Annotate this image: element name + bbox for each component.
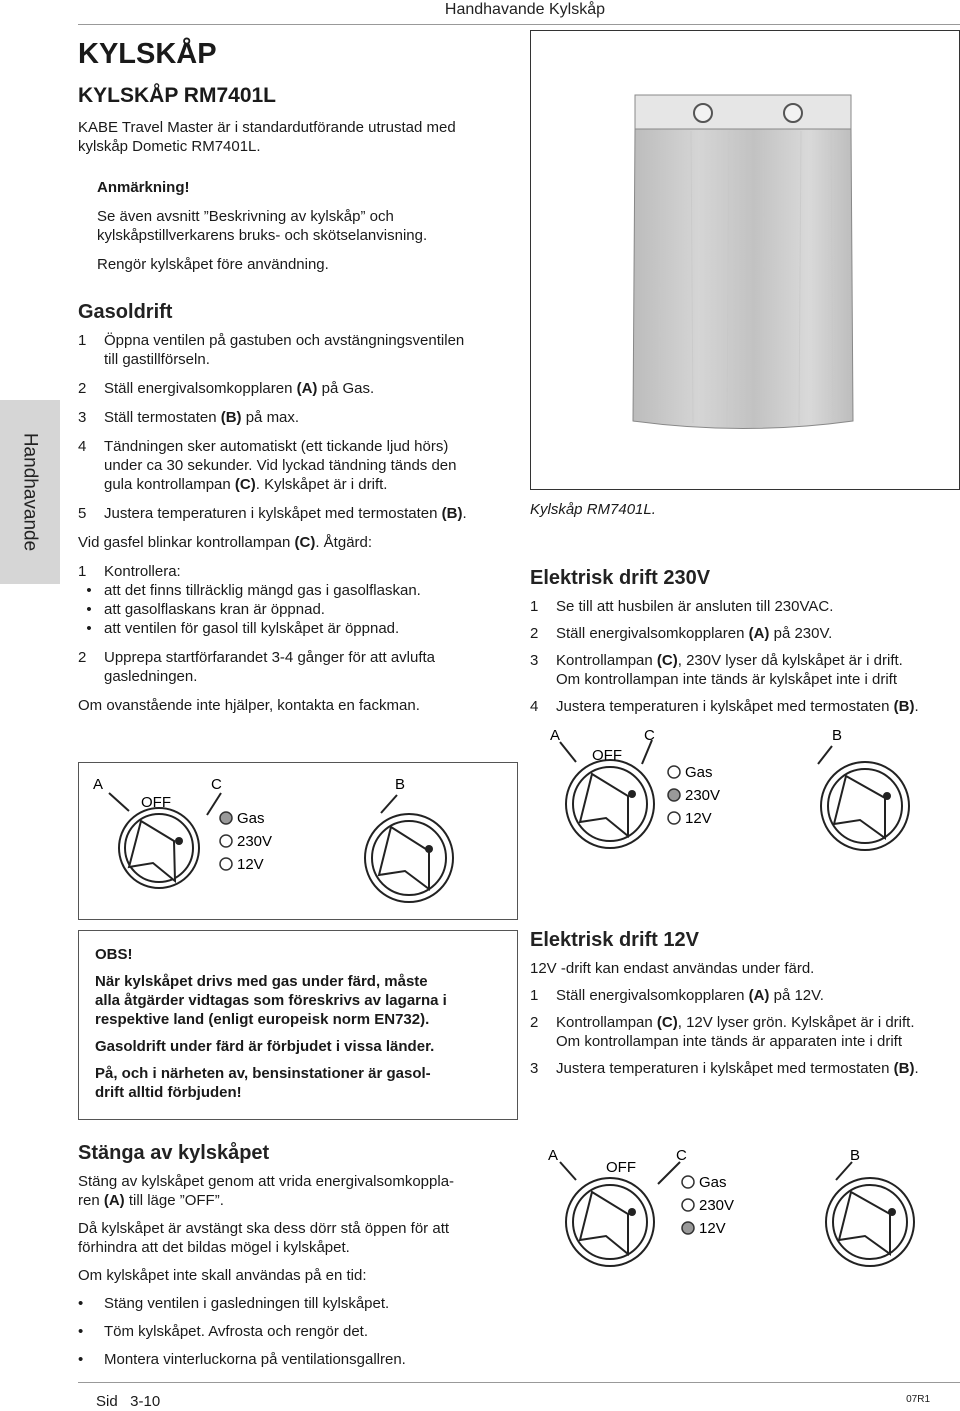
- gas-step-3: 3 Ställ termostaten (B) på max.: [78, 409, 300, 426]
- stop-text: [78, 1172, 518, 1369]
- side-tab-label: Handhavande: [19, 432, 41, 552]
- el12-step-2: 2 Kontrollampan (C), 12V lyser grön. Kylskåpet är i drift. Om kontrollampan inte tänds är apparaten inte i drift: [530, 1014, 915, 1050]
- el12-step-3: 3 Justera temperaturen i kylskåpet med termostaten (B).: [530, 1060, 919, 1077]
- label-c: C: [211, 776, 222, 793]
- header-rule: [78, 24, 960, 25]
- lamp-12v-icon: [682, 1222, 694, 1234]
- el12-steps: [530, 959, 960, 1078]
- label-12v: 12V: [237, 856, 264, 873]
- gas-step-2: 2 Ställ energivalsomkopplaren (A) på Gas.: [78, 380, 375, 397]
- label-off: OFF: [141, 794, 171, 811]
- el12-step-1: 1 Ställ energivalsomkopplaren (A) på 12V.: [530, 987, 824, 1004]
- obs-warning-box: [78, 930, 518, 1120]
- fridge-door: [633, 129, 853, 429]
- control-panel-diagram-230v: [530, 724, 960, 874]
- svg-text:12V: 12V: [685, 810, 712, 827]
- obs-title: OBS!: [95, 946, 133, 963]
- label-b: B: [395, 776, 406, 793]
- gas-bullet: • att det finns tillräcklig mängd gas i gasolflaskan.: [78, 582, 421, 599]
- page-subtitle: KYLSKÅP RM7401L: [78, 84, 277, 107]
- gas-fix-2: 2 Upprepa startförfarandet 3-4 gånger för att avlufta gasledningen.: [78, 649, 436, 685]
- gas-bullet: • att gasolflaskans kran är öppnad.: [78, 601, 325, 618]
- panel-knob-a: [694, 104, 712, 122]
- obs-paragraph-1: När kylskåpet drivs med gas under färd, måste alla åtgärder vidtagas som föreskrivs av lagarna i respektive land (enligt europeisk norm EN732).: [95, 973, 447, 1028]
- fridge-illustration: [531, 31, 959, 489]
- stop-bullet: • Töm kylskåpet. Avfrosta och rengör det.: [78, 1323, 369, 1340]
- el12-intro: 12V -drift kan endast användas under färd.: [530, 960, 815, 977]
- document-code: 07R1: [906, 1394, 930, 1405]
- label-gas: Gas: [237, 810, 265, 827]
- svg-text:C: C: [644, 727, 655, 744]
- stop-bullet: • Montera vinterluckorna på ventilationsgallren.: [78, 1351, 406, 1368]
- lamp-12v-icon: [668, 812, 680, 824]
- svg-text:B: B: [832, 727, 843, 744]
- fridge-photo: [530, 30, 960, 490]
- gas-step-4: 4 Tändningen sker automatiskt (ett tickande ljud hörs) under ca 30 sekunder. Vid lyckad tändning tänds den gula kontrollampan (C). Kylskåpet är i drift.: [78, 438, 457, 493]
- fridge-caption: Kylskåp RM7401L.: [530, 501, 656, 518]
- control-panel-diagram-12v: [530, 1140, 960, 1290]
- page-title: KYLSKÅP: [78, 38, 217, 70]
- el230-step-1: 1 Se till att husbilen är ansluten till 230VAC.: [530, 598, 834, 615]
- el230-step-2: 2 Ställ energivalsomkopplaren (A) på 230V.: [530, 625, 833, 642]
- lamp-230v-icon: [682, 1199, 694, 1211]
- el230-step-3: 3 Kontrollampan (C), 230V lyser då kylskåpet är i drift. Om kontrollampan inte tänds är kylskåpet inte i drift: [530, 652, 903, 688]
- el230-heading: Elektrisk drift 230V: [530, 567, 711, 589]
- svg-text:Gas: Gas: [699, 1174, 727, 1191]
- lamp-gas-icon: [668, 766, 680, 778]
- gas-step-5: 5 Justera temperaturen i kylskåpet med termostaten (B).: [78, 505, 467, 522]
- footer-rule: [78, 1382, 960, 1383]
- stop-bullet: • Stäng ventilen i gasledningen till kylskåpet.: [78, 1295, 390, 1312]
- gas-heading: Gasoldrift: [78, 301, 173, 323]
- svg-text:C: C: [676, 1147, 687, 1164]
- gas-fix-1: 1 Kontrollera:: [78, 563, 181, 580]
- header-section-title: Handhavande Kylskåp: [444, 1, 605, 18]
- obs-paragraph-2: Gasoldrift under färd är förbjudet i vissa länder.: [95, 1038, 435, 1055]
- stop-paragraph-2: Då kylskåpet är avstängt ska dess dörr stå öppen för att förhindra att det bildas mögel i kylskåpet.: [78, 1220, 450, 1256]
- svg-text:OFF: OFF: [592, 747, 622, 764]
- label-a: A: [93, 776, 104, 793]
- side-tab: [0, 400, 60, 584]
- stop-paragraph-3: Om kylskåpet inte skall användas på en tid:: [78, 1267, 367, 1284]
- el12-heading: Elektrisk drift 12V: [530, 929, 699, 951]
- intro-text: KABE Travel Master är i standardutförande utrustad med kylskåp Dometic RM7401L.: [78, 119, 456, 155]
- lamp-230v-icon: [668, 789, 680, 801]
- gas-fault: Vid gasfel blinkar kontrollampan (C). Åtgärd:: [78, 534, 373, 551]
- note-block: Anmärkning! Se även avsnitt ”Beskrivning av kylskåp” och kylskåpstillverkarens bruks- och skötselanvisning. Rengör kylskåpet före användning.: [97, 178, 517, 274]
- gas-steps: [78, 331, 518, 715]
- svg-text:B: B: [850, 1147, 861, 1164]
- stop-paragraph-1: Stäng av kylskåpet genom att vrida energivalsomkoppla- ren (A) till läge ”OFF”.: [78, 1173, 455, 1209]
- svg-text:230V: 230V: [699, 1197, 735, 1214]
- gas-bullet: • att ventilen för gasol till kylskåpet är öppnad.: [78, 620, 400, 637]
- svg-text:12V: 12V: [699, 1220, 726, 1237]
- svg-text:A: A: [550, 727, 561, 744]
- el230-steps: [530, 597, 960, 716]
- svg-text:230V: 230V: [685, 787, 721, 804]
- panel-knob-b: [784, 104, 802, 122]
- obs-paragraph-3: På, och i närheten av, bensinstationer är gasol- drift alltid förbjuden!: [95, 1065, 431, 1101]
- control-panel-diagram-gas: [78, 762, 518, 920]
- svg-text:OFF: OFF: [606, 1159, 636, 1176]
- lamp-12v-icon: [220, 858, 232, 870]
- lamp-gas-icon: [682, 1176, 694, 1188]
- page-number: Sid 3-10: [96, 1393, 161, 1410]
- gas-contact: Om ovanstående inte hjälper, kontakta en fackman.: [78, 697, 420, 714]
- svg-text:Gas: Gas: [685, 764, 713, 781]
- note-heading: Anmärkning!: [97, 179, 190, 196]
- label-230v: 230V: [237, 833, 273, 850]
- lamp-gas-icon: [220, 812, 232, 824]
- stop-heading: Stänga av kylskåpet: [78, 1142, 270, 1164]
- gas-step-1: 1 Öppna ventilen på gastuben och avstängningsventilen till gastillförseln.: [78, 332, 465, 368]
- el230-step-4: 4 Justera temperaturen i kylskåpet med termostaten (B).: [530, 698, 919, 715]
- lamp-230v-icon: [220, 835, 232, 847]
- svg-text:A: A: [548, 1147, 559, 1164]
